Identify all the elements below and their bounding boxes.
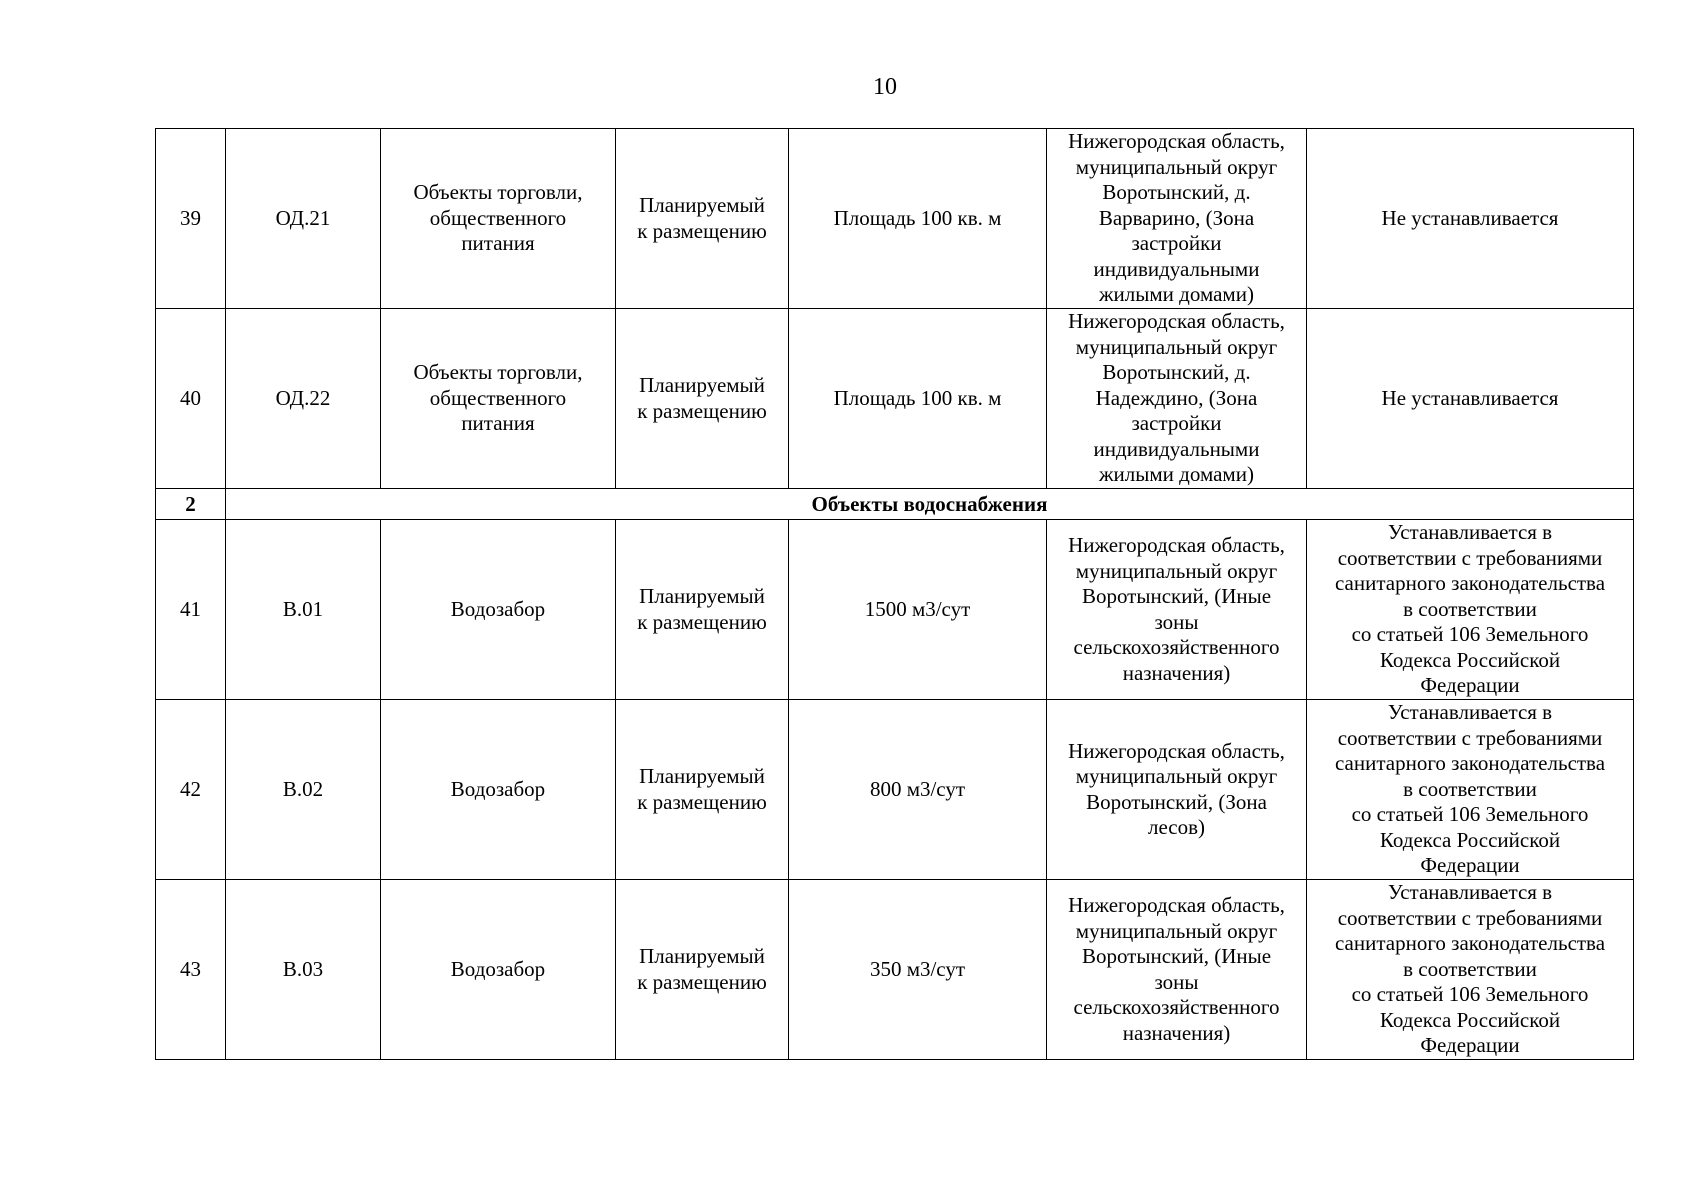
object-location: Нижегородская область, муниципальный округ Воротынский, д. Надеждино, (Зона застройки индивидуальными жилыми домами)	[1047, 309, 1307, 489]
objects-table	[155, 128, 1634, 1060]
object-status: Планируемый к размещению	[616, 520, 789, 700]
object-zone: Не устанавливается	[1307, 129, 1634, 309]
table-row	[156, 880, 1634, 1060]
object-status: Планируемый к размещению	[616, 700, 789, 880]
section-header-row	[156, 489, 1634, 520]
row-number: 42	[156, 700, 226, 880]
object-characteristic: 350 м3/сут	[789, 880, 1047, 1060]
object-code: В.01	[226, 520, 381, 700]
object-zone: Устанавливается в соответствии с требованиями санитарного законодательства в соответствии со статьей 106 Земельного Кодекса Российской Федерации	[1307, 700, 1634, 880]
table-row	[156, 700, 1634, 880]
object-status: Планируемый к размещению	[616, 880, 789, 1060]
object-status: Планируемый к размещению	[616, 309, 789, 489]
object-characteristic: Площадь 100 кв. м	[789, 309, 1047, 489]
table-row	[156, 309, 1634, 489]
object-name: Водозабор	[381, 520, 616, 700]
object-code: В.02	[226, 700, 381, 880]
object-characteristic: Площадь 100 кв. м	[789, 129, 1047, 309]
row-number: 40	[156, 309, 226, 489]
object-zone: Не устанавливается	[1307, 309, 1634, 489]
object-name: Объекты торговли, общественного питания	[381, 129, 616, 309]
object-location: Нижегородская область, муниципальный округ Воротынский, д. Варварино, (Зона застройки индивидуальными жилыми домами)	[1047, 129, 1307, 309]
section-number: 2	[156, 489, 226, 520]
object-status: Планируемый к размещению	[616, 129, 789, 309]
page-number: 10	[873, 74, 897, 100]
row-number: 43	[156, 880, 226, 1060]
row-number: 41	[156, 520, 226, 700]
object-location: Нижегородская область, муниципальный округ Воротынский, (Зона лесов)	[1047, 700, 1307, 880]
section-title: Объекты водоснабжения	[226, 489, 1634, 520]
object-code: В.03	[226, 880, 381, 1060]
table-row	[156, 129, 1634, 309]
object-zone: Устанавливается в соответствии с требованиями санитарного законодательства в соответствии со статьей 106 Земельного Кодекса Российской Федерации	[1307, 520, 1634, 700]
row-number: 39	[156, 129, 226, 309]
object-characteristic: 1500 м3/сут	[789, 520, 1047, 700]
object-characteristic: 800 м3/сут	[789, 700, 1047, 880]
object-code: ОД.22	[226, 309, 381, 489]
object-name: Водозабор	[381, 700, 616, 880]
object-location: Нижегородская область, муниципальный округ Воротынский, (Иные зоны сельскохозяйственного назначения)	[1047, 520, 1307, 700]
object-name: Водозабор	[381, 880, 616, 1060]
object-location: Нижегородская область, муниципальный округ Воротынский, (Иные зоны сельскохозяйственного назначения)	[1047, 880, 1307, 1060]
table-row	[156, 520, 1634, 700]
object-zone: Устанавливается в соответствии с требованиями санитарного законодательства в соответствии со статьей 106 Земельного Кодекса Российской Федерации	[1307, 880, 1634, 1060]
object-code: ОД.21	[226, 129, 381, 309]
object-name: Объекты торговли, общественного питания	[381, 309, 616, 489]
